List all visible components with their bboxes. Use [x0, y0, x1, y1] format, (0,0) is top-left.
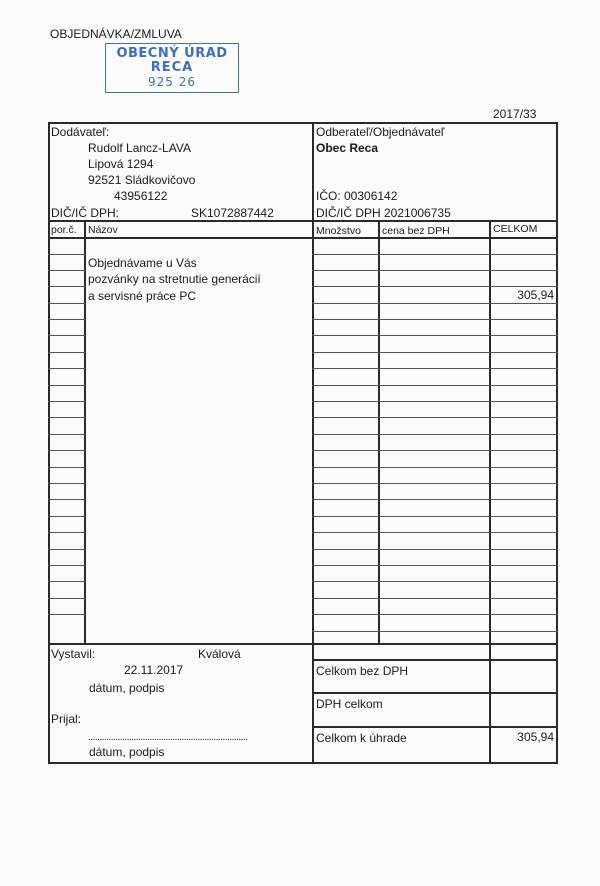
grid-row-line	[312, 581, 558, 582]
grid-row-line	[48, 483, 85, 484]
grid-row-line	[312, 254, 558, 255]
sum-without-vat-label: Celkom bez DPH	[316, 664, 409, 678]
vat-total-label: DPH celkom	[316, 697, 383, 711]
grid-row-line	[48, 401, 85, 402]
supplier-street: Lipová 1294	[88, 157, 154, 171]
received-label: Prijal:	[51, 712, 82, 726]
grid-row-line	[312, 417, 558, 418]
supplier-city: 92521 Sládkovičovo	[88, 173, 196, 187]
document-title: OBJEDNÁVKA/ZMLUVA	[50, 27, 182, 41]
grid-row-line	[48, 286, 85, 287]
grid-row-line	[312, 499, 558, 500]
grid-row-line	[48, 516, 85, 517]
grid-row-line	[312, 516, 558, 517]
grid-row-line	[312, 368, 558, 369]
official-stamp	[105, 43, 239, 93]
customer-ico: IČO: 00306142	[316, 189, 398, 203]
item-description-line-1: Objednávame u Vás	[88, 256, 197, 270]
grid-row-line	[312, 270, 558, 271]
document-number: 2017/33	[493, 107, 537, 121]
grid-row-line	[48, 549, 85, 550]
grid-row-line	[312, 319, 558, 320]
supplier-name: Rudolf Lancz-LAVA	[88, 141, 191, 155]
total-due-value: 305,94	[517, 730, 554, 744]
grid-row-line	[48, 499, 85, 500]
grid-row-line	[312, 450, 558, 451]
grid-row-line	[48, 450, 85, 451]
item-description-line-3: a servisné práce PC	[88, 289, 197, 303]
customer-label: Odberateľ/Objednávateľ	[316, 125, 445, 139]
signature-dots: ......................................................................	[88, 732, 248, 743]
grid-row-line	[48, 385, 85, 386]
grid-row-line	[312, 483, 558, 484]
grid-row-line	[48, 352, 85, 353]
header-name: Názov	[88, 224, 118, 236]
stamp-line-2: RECA	[150, 60, 194, 75]
grid-row-line	[48, 270, 85, 271]
supplier-label: Dodávateľ:	[51, 125, 110, 139]
grid-row-line	[312, 286, 558, 287]
stamp-line-1: OBECNÝ ÚRAD	[116, 46, 228, 61]
grid-row-line	[48, 565, 85, 566]
grid-row-line	[312, 565, 558, 566]
date-sign-label-2: dátum, podpis	[89, 745, 165, 759]
grid-row-line	[48, 581, 85, 582]
grid-row-line	[312, 532, 558, 533]
grid-row-line	[312, 335, 558, 336]
customer-dic: DIČ/IČ DPH 2021006735	[316, 206, 451, 220]
grid-row-line	[48, 598, 85, 599]
date-sign-label: dátum, podpis	[89, 681, 165, 695]
grid-row-line	[312, 467, 558, 468]
header-row-number: por.č.	[51, 224, 77, 236]
grid-row-line	[48, 467, 85, 468]
grid-row-line	[48, 614, 85, 615]
issued-label: Vystavil:	[51, 647, 96, 661]
grid-row-line	[48, 417, 85, 418]
grid-row-line	[48, 368, 85, 369]
grid-row-line	[312, 549, 558, 550]
grid-row-line	[48, 254, 85, 255]
grid-row-line	[48, 532, 85, 533]
header-quantity: Množstvo	[316, 225, 361, 237]
header-total: CELKOM	[493, 223, 538, 235]
grid-row-line	[312, 434, 558, 435]
total-due-label: Celkom k úhrade	[316, 731, 407, 745]
item-total: 305,94	[517, 288, 554, 302]
item-description-line-2: pozvánky na stretnutie generácií	[88, 272, 261, 286]
grid-row-line	[48, 303, 85, 304]
customer-name: Obec Reca	[316, 141, 379, 155]
header-price: cena bez DPH	[382, 225, 450, 237]
grid-row-line	[312, 598, 558, 599]
grid-row-line	[312, 385, 558, 386]
grid-row-line	[312, 401, 558, 402]
grid-row-line	[312, 631, 558, 632]
issued-by: Kválová	[198, 647, 241, 661]
supplier-dic-label: DIČ/IČ DPH:	[51, 206, 120, 220]
grid-row-line	[312, 614, 558, 615]
stamp-line-3: 925 26	[148, 75, 196, 89]
supplier-dic-value: SK1072887442	[191, 206, 274, 220]
supplier-ico: 43956122	[114, 189, 168, 203]
grid-row-line	[312, 303, 558, 304]
grid-row-line	[312, 352, 558, 353]
issue-date: 22.11.2017	[124, 663, 184, 677]
grid-row-line	[48, 319, 85, 320]
grid-row-line	[48, 335, 85, 336]
grid-row-line	[48, 434, 85, 435]
